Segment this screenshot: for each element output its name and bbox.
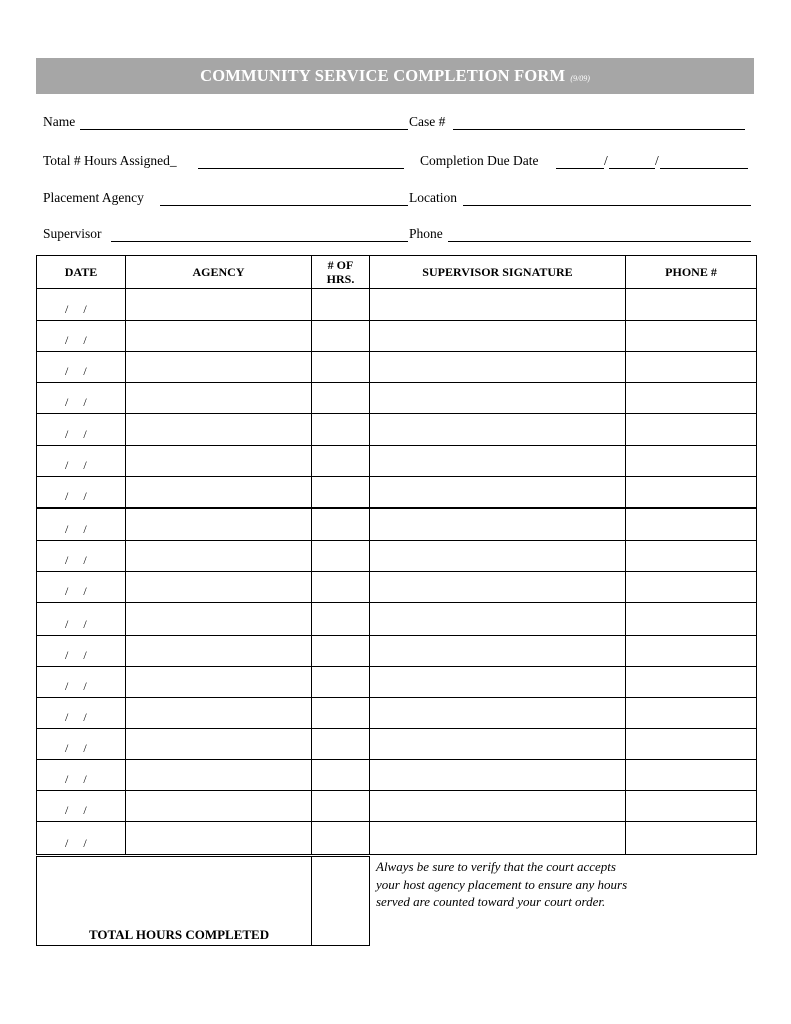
hours-cell[interactable] <box>312 446 370 477</box>
placement-agency-field[interactable] <box>160 205 408 206</box>
agency-cell[interactable] <box>126 446 312 477</box>
form-revision: (9/09) <box>570 73 590 83</box>
supervisor-signature-cell[interactable] <box>370 572 626 603</box>
location-field[interactable] <box>463 205 751 206</box>
hours-header-line2: HRS. <box>326 272 355 286</box>
agency-cell[interactable] <box>126 760 312 791</box>
date-cell[interactable] <box>37 541 126 572</box>
hours-cell[interactable] <box>312 698 370 729</box>
supervisor-phone-row <box>43 224 751 244</box>
supervisor-signature-cell[interactable] <box>370 383 626 414</box>
table-row <box>37 383 757 414</box>
date-placeholder: / / <box>65 488 87 503</box>
phone-cell[interactable] <box>626 822 757 855</box>
date-placeholder: / / <box>65 458 87 472</box>
date-placeholder: / / <box>65 395 87 409</box>
hours-due-row <box>43 151 751 171</box>
table-row <box>37 822 757 855</box>
table-row <box>37 477 757 508</box>
case-number-field[interactable] <box>453 129 745 130</box>
hours-cell[interactable] <box>312 822 370 855</box>
total-hours-label-cell <box>36 856 312 946</box>
date-cell[interactable] <box>37 446 126 477</box>
supervisor-signature-cell[interactable] <box>370 603 626 636</box>
table-row <box>37 541 757 572</box>
supervisor-signature-cell[interactable] <box>370 791 626 822</box>
form-title-banner <box>36 58 754 94</box>
date-placeholder: / / <box>65 522 87 536</box>
completion-due-date-label: Completion Due Date <box>420 153 539 168</box>
date-placeholder: / / <box>65 679 87 693</box>
table-row <box>37 603 757 636</box>
date-placeholder: / / <box>65 553 87 567</box>
hours-assigned-field[interactable] <box>198 168 404 169</box>
hours-cell[interactable] <box>312 352 370 383</box>
hours-cell[interactable] <box>312 414 370 446</box>
signature-column-header: SUPERVISOR SIGNATURE <box>370 256 626 289</box>
hours-cell[interactable] <box>312 383 370 414</box>
hours-cell[interactable] <box>312 791 370 822</box>
placement-agency-label: Placement Agency <box>43 190 144 205</box>
date-placeholder: / / <box>65 617 87 631</box>
total-hours-field[interactable] <box>311 856 370 946</box>
date-cell[interactable] <box>37 572 126 603</box>
hours-cell[interactable] <box>312 760 370 791</box>
date-cell[interactable] <box>37 636 126 667</box>
hours-assigned-label: Total # Hours Assigned_ <box>43 153 177 168</box>
date-cell[interactable] <box>37 603 126 636</box>
supervisor-label: Supervisor <box>43 226 102 241</box>
supervisor-signature-cell[interactable] <box>370 760 626 791</box>
agency-cell[interactable] <box>126 352 312 383</box>
agency-cell[interactable] <box>126 603 312 636</box>
table-row <box>37 414 757 446</box>
supervisor-signature-cell[interactable] <box>370 477 626 508</box>
agency-cell[interactable] <box>126 541 312 572</box>
table-row <box>37 698 757 729</box>
agency-cell[interactable] <box>126 572 312 603</box>
date-placeholder: / / <box>65 803 87 817</box>
date-placeholder: / / <box>65 364 87 378</box>
table-row <box>37 636 757 667</box>
phone-field[interactable] <box>448 241 751 242</box>
phone-cell[interactable] <box>626 760 757 791</box>
phone-cell[interactable] <box>626 289 757 321</box>
agency-cell[interactable] <box>126 791 312 822</box>
date-cell[interactable] <box>37 383 126 414</box>
agency-cell[interactable] <box>126 383 312 414</box>
agency-cell[interactable] <box>126 636 312 667</box>
phone-cell[interactable] <box>626 729 757 760</box>
hours-cell[interactable] <box>312 636 370 667</box>
supervisor-signature-cell[interactable] <box>370 636 626 667</box>
phone-column-header: PHONE # <box>626 256 757 289</box>
hours-cell[interactable] <box>312 477 370 508</box>
phone-cell[interactable] <box>626 446 757 477</box>
phone-cell[interactable] <box>626 383 757 414</box>
phone-cell[interactable] <box>626 477 757 508</box>
date-cell[interactable] <box>37 289 126 321</box>
due-date-slash: / <box>604 153 608 168</box>
table-row <box>37 446 757 477</box>
due-date-slash: / <box>655 153 659 168</box>
supervisor-signature-cell[interactable] <box>370 289 626 321</box>
hours-cell[interactable] <box>312 541 370 572</box>
table-row <box>37 289 757 321</box>
date-cell[interactable] <box>37 822 126 855</box>
table-row <box>37 791 757 822</box>
date-column-header: DATE <box>37 256 126 289</box>
table-header-row <box>37 256 757 289</box>
hours-cell[interactable] <box>312 289 370 321</box>
supervisor-signature-cell[interactable] <box>370 508 626 541</box>
table-row <box>37 760 757 791</box>
hours-cell[interactable] <box>312 603 370 636</box>
service-log-body <box>37 289 757 855</box>
case-number-label: Case # <box>409 114 446 129</box>
agency-cell[interactable] <box>126 822 312 855</box>
hours-column-header <box>312 256 370 289</box>
agency-cell[interactable] <box>126 477 312 508</box>
due-date-day-field[interactable] <box>609 168 655 169</box>
name-label: Name <box>43 114 76 129</box>
date-cell[interactable] <box>37 321 126 352</box>
supervisor-signature-cell[interactable] <box>370 446 626 477</box>
date-cell[interactable] <box>37 698 126 729</box>
phone-cell[interactable] <box>626 572 757 603</box>
phone-cell[interactable] <box>626 636 757 667</box>
placement-location-row <box>43 188 751 208</box>
hours-cell[interactable] <box>312 321 370 352</box>
phone-label: Phone <box>409 226 443 241</box>
name-case-row <box>43 112 751 132</box>
supervisor-signature-cell[interactable] <box>370 667 626 698</box>
date-placeholder: / / <box>65 710 87 724</box>
date-placeholder: / / <box>65 772 87 786</box>
hours-header-line1: # OF <box>327 258 354 272</box>
date-placeholder: / / <box>65 427 87 441</box>
phone-cell[interactable] <box>626 414 757 446</box>
total-hours-completed-label: TOTAL HOURS COMPLETED <box>89 927 270 942</box>
supervisor-signature-cell[interactable] <box>370 541 626 572</box>
agency-cell[interactable] <box>126 508 312 541</box>
table-row <box>37 352 757 383</box>
agency-cell[interactable] <box>126 698 312 729</box>
date-cell[interactable] <box>37 414 126 446</box>
date-cell[interactable] <box>37 352 126 383</box>
hours-cell[interactable] <box>312 667 370 698</box>
date-cell[interactable] <box>37 760 126 791</box>
verification-note: Always be sure to verify that the court accepts your host agency placement to ensure any hours served are counted toward your court order. <box>376 859 628 909</box>
supervisor-signature-cell[interactable] <box>370 321 626 352</box>
hours-cell[interactable] <box>312 572 370 603</box>
table-row <box>37 667 757 698</box>
supervisor-signature-cell[interactable] <box>370 698 626 729</box>
agency-cell[interactable] <box>126 321 312 352</box>
table-row <box>37 572 757 603</box>
phone-cell[interactable] <box>626 791 757 822</box>
date-cell[interactable] <box>37 791 126 822</box>
due-date-year-field[interactable] <box>660 168 748 169</box>
table-row <box>37 508 757 541</box>
phone-cell[interactable] <box>626 667 757 698</box>
phone-cell[interactable] <box>626 508 757 541</box>
date-placeholder: / / <box>65 741 87 755</box>
phone-cell[interactable] <box>626 321 757 352</box>
hours-cell[interactable] <box>312 508 370 541</box>
date-placeholder: / / <box>65 333 87 347</box>
form-title: COMMUNITY SERVICE COMPLETION FORM <box>200 66 566 85</box>
supervisor-signature-cell[interactable] <box>370 414 626 446</box>
name-field[interactable] <box>80 129 408 130</box>
phone-cell[interactable] <box>626 352 757 383</box>
location-label: Location <box>409 190 457 205</box>
agency-cell[interactable] <box>126 729 312 760</box>
table-row <box>37 729 757 760</box>
supervisor-signature-cell[interactable] <box>370 729 626 760</box>
hours-cell[interactable] <box>312 729 370 760</box>
agency-cell[interactable] <box>126 667 312 698</box>
supervisor-signature-cell[interactable] <box>370 352 626 383</box>
service-log-table <box>36 255 757 855</box>
agency-cell[interactable] <box>126 289 312 321</box>
date-placeholder: / / <box>65 584 87 598</box>
phone-cell[interactable] <box>626 603 757 636</box>
agency-cell[interactable] <box>126 414 312 446</box>
date-cell[interactable] <box>37 508 126 541</box>
supervisor-signature-cell[interactable] <box>370 822 626 855</box>
date-placeholder: / / <box>65 648 87 662</box>
due-date-month-field[interactable] <box>556 168 604 169</box>
table-row <box>37 321 757 352</box>
date-placeholder: / / <box>65 302 87 316</box>
supervisor-field[interactable] <box>111 241 408 242</box>
date-placeholder: / / <box>65 836 87 850</box>
date-cell[interactable] <box>37 477 126 508</box>
date-cell[interactable] <box>37 667 126 698</box>
date-cell[interactable] <box>37 729 126 760</box>
agency-column-header: AGENCY <box>126 256 312 289</box>
phone-cell[interactable] <box>626 698 757 729</box>
phone-cell[interactable] <box>626 541 757 572</box>
